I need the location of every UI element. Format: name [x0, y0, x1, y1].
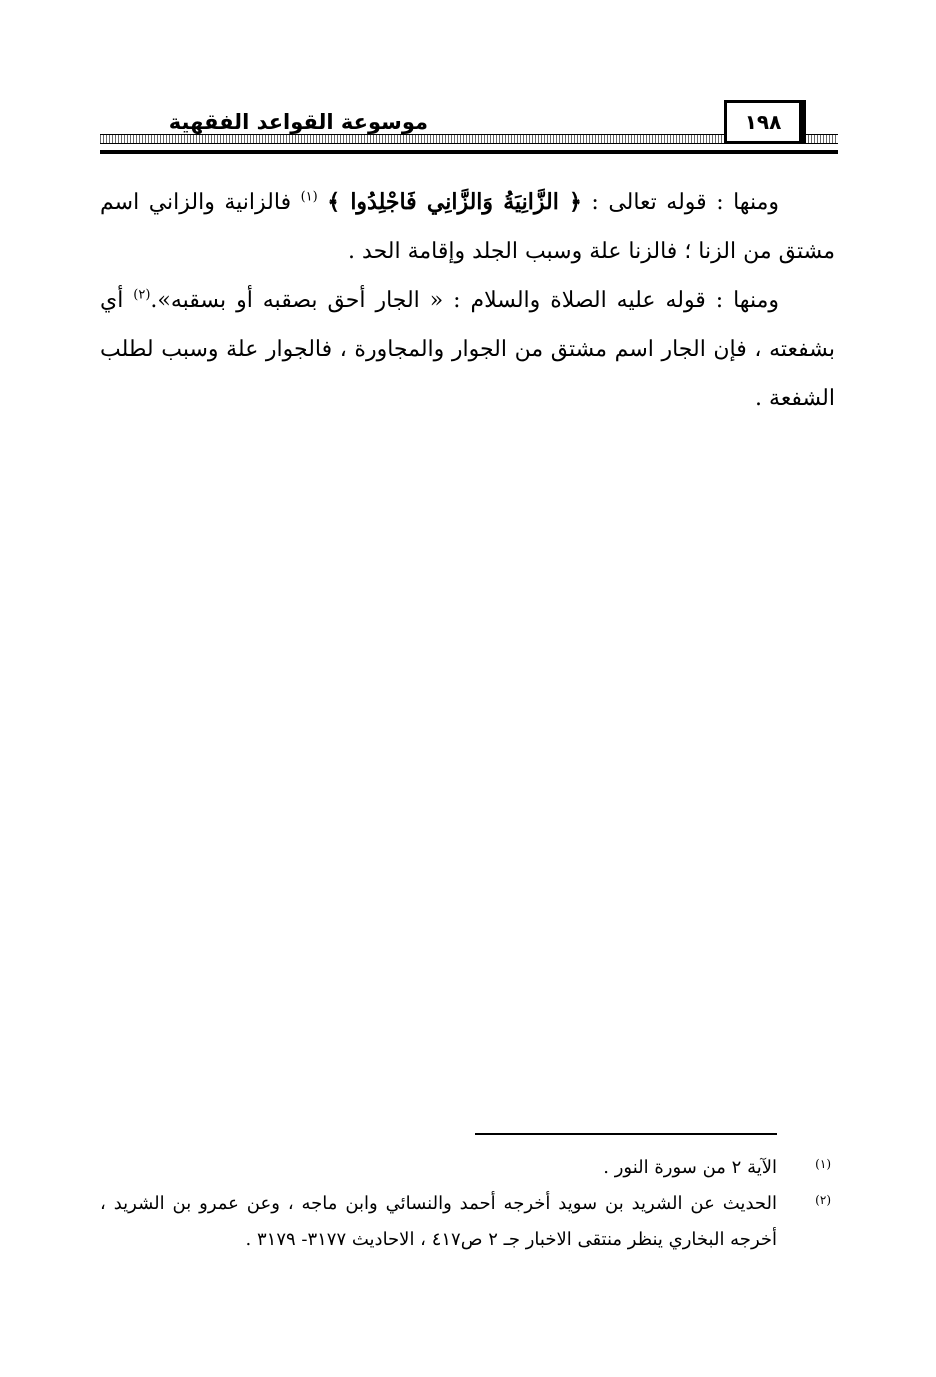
paragraph-1-rest: فالزانية والزاني اسم مشتق من الزنا ؛ فالزنا علة وسبب الجلد وإقامة الحد .	[100, 190, 835, 264]
footnote-number: (١)	[815, 1157, 831, 1171]
paragraph-1-intro: ومنها : قوله تعالى :	[581, 190, 779, 215]
footnote-text: الآية ٢ من سورة النور .	[603, 1157, 777, 1178]
footnote-number: (٢)	[815, 1193, 831, 1207]
footnote-1	[100, 1150, 835, 1186]
footnotes	[100, 1150, 835, 1258]
paragraph-1	[100, 178, 835, 276]
paragraph-2-intro: ومنها : قوله عليه الصلاة والسلام : « الجار أحق بصقبه أو بسقبه».	[150, 288, 779, 313]
header-rule	[100, 150, 838, 154]
footnote-text: الحديث عن الشريد بن سويد أخرجه أحمد والنسائي وابن ماجه ، وعن عمرو بن الشريد ، أخرجه البخاري ينظر منتقى الاخبار جـ ٢ ص٤١٧ ، الاحاديث ٣١٧٧- ٣١٧٩ .	[100, 1193, 777, 1250]
paragraph-2-rest: أي بشفعته ، فإن الجار اسم مشتق من الجوار والمجاورة ، فالجوار علة وسبب لطلب الشفعة .	[100, 288, 835, 411]
footnote-2	[100, 1186, 835, 1258]
footnote-separator	[475, 1133, 777, 1135]
footnote-ref-2: (٢)	[133, 287, 151, 303]
paragraph-2	[100, 276, 835, 423]
page-number: ١٩٨	[724, 100, 806, 144]
main-text	[100, 178, 835, 423]
running-title: موسوعة القواعد الفقهية	[168, 110, 428, 134]
page-header	[100, 100, 838, 160]
footnote-ref-1: (١)	[300, 189, 318, 205]
quran-verse: ﴿ الزَّانِيَةُ وَالزَّانِي فَاجْلِدُوا ﴾	[327, 189, 582, 215]
